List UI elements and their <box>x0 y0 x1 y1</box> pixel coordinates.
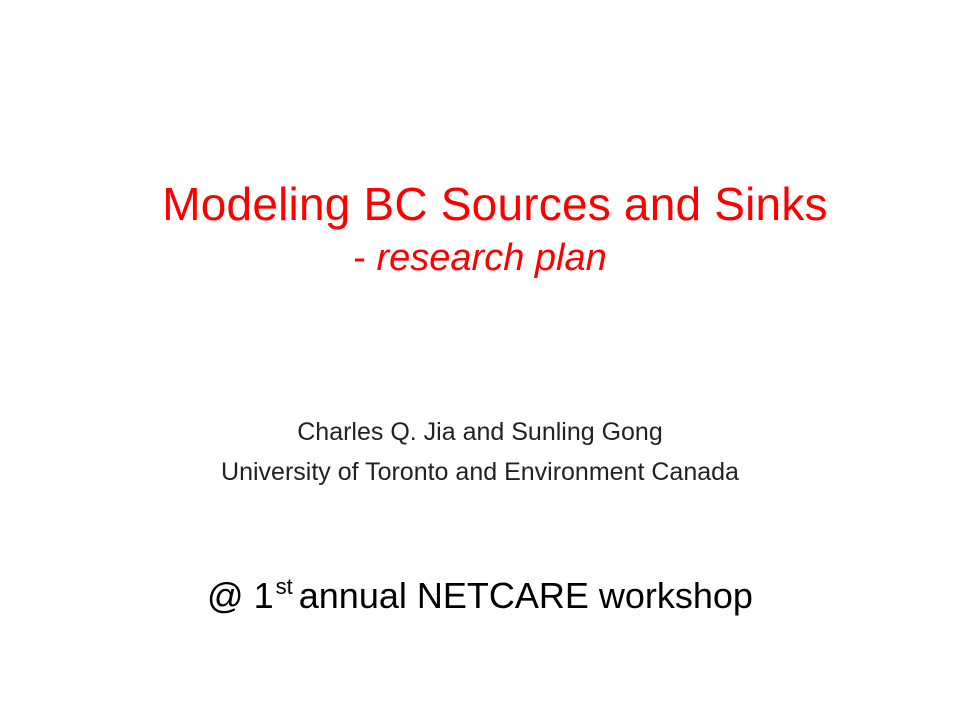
slide-title <box>0 178 960 281</box>
affiliation-line: University of Toronto and Environment Canada <box>221 458 739 486</box>
title-dash: - <box>353 236 377 279</box>
authors-line: Charles Q. Jia and Sunling Gong <box>297 418 663 446</box>
title-subtitle-text: research plan <box>376 236 607 279</box>
event-prefix: @ 1 <box>207 575 274 616</box>
event-ordinal-suffix: st <box>275 574 293 599</box>
event-name: annual NETCARE workshop <box>298 575 753 616</box>
event-line <box>0 575 960 617</box>
title-main-line: Modeling BC Sources and Sinks <box>162 178 828 230</box>
title-subtitle-line <box>0 237 960 281</box>
slide-subtitle <box>0 412 960 492</box>
